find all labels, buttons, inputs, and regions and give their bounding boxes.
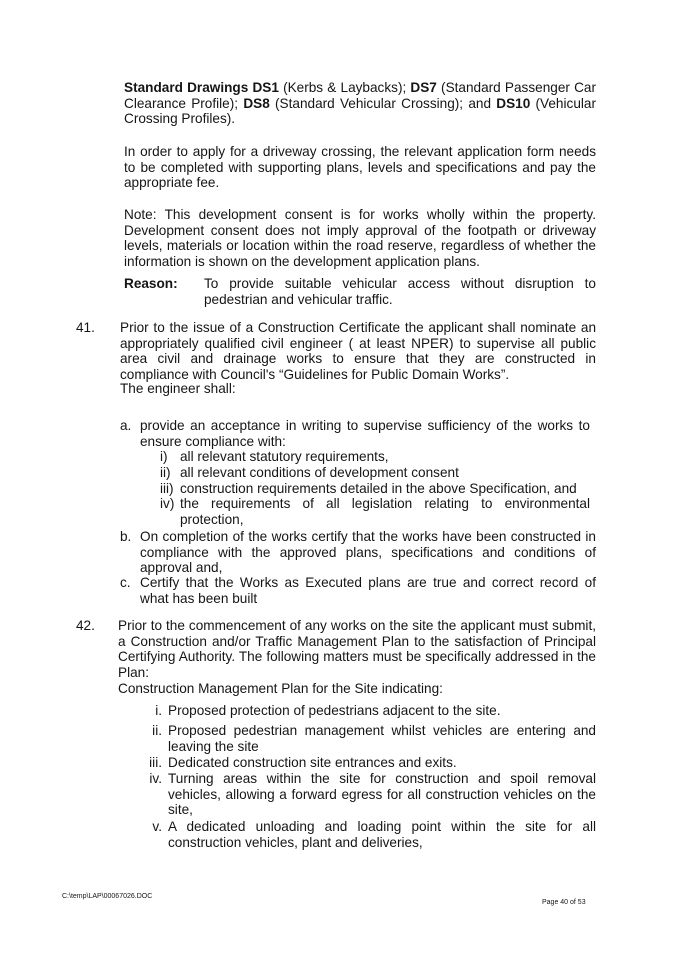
plan-text: Proposed pedestrian management whilst vehicles are entering and leaving the site (168, 723, 596, 754)
text-seg: (Kerbs & Laybacks); (278, 80, 411, 95)
list-text: On completion of the works certify that the works have been constructed in compliance with the approved plans, specifications and conditions of approval and, (140, 529, 596, 576)
text-seg: (Standard Passenger Car Clearance Profile); (124, 80, 596, 111)
condition-number-42: 42. (76, 618, 95, 633)
list-text: provide an acceptance in writing to supervise sufficiency of the works to ensure compliance with: (140, 418, 590, 449)
list-label: b. (120, 529, 132, 544)
bold-ds10: DS10 (496, 95, 531, 111)
list-label: c. (120, 575, 131, 590)
sublist-text: all relevant conditions of development consent (180, 465, 459, 480)
plan-label: iii. (149, 755, 162, 770)
plan-text: A dedicated unloading and loading point within the site for all construction vehicles, plant and deliveries, (168, 819, 596, 850)
condition-number-41: 41. (76, 320, 95, 335)
consent-note-paragraph: Note: This development consent is for works wholly within the property. Development consent does not imply approval of the footpath or driveway levels, materials or location within the road reserve, regardless of whether the information is shown on the development application plans. (124, 207, 596, 269)
sublist-text: all relevant statutory requirements, (180, 449, 389, 464)
plan-text: Dedicated construction site entrances and exits. (168, 755, 457, 770)
sublist-label: i) (160, 449, 168, 464)
plan-text: Proposed protection of pedestrians adjacent to the site. (168, 703, 501, 718)
bold-ds7: DS7 (410, 80, 437, 95)
plan-label: iv. (149, 771, 162, 786)
text-seg: (Vehicular Crossing Profiles). (124, 95, 596, 127)
sublist-text: the requirements of all legislation relating to environmental protection, (180, 496, 590, 527)
footer-page-number: Page 40 of 53 (542, 899, 586, 906)
plan-label: v. (152, 819, 162, 834)
condition-41-body: Prior to the issue of a Construction Certificate the applicant shall nominate an appropriately qualified civil engineer ( at least NPER) to supervise all public area civil and drainage works to ensure that they are constructed in compliance with Council's “Guidelines for Public Domain Works”. (120, 320, 596, 382)
sublist-label: ii) (160, 465, 171, 480)
standard-drawings-paragraph (124, 80, 596, 127)
condition-42-body: Prior to the commencement of any works on the site the applicant must submit, a Construction and/or Traffic Management Plan to the satisfaction of Principal Certifying Authority. The following matters must be specifically addressed in the Plan: (118, 618, 596, 680)
list-label: a. (120, 418, 132, 433)
bold-ds8: DS8 (243, 95, 270, 111)
sublist-label: iii) (160, 481, 174, 496)
plan-text: Turning areas within the site for construction and spoil removal vehicles, allowing a forward egress for all construction vehicles on the site, (168, 771, 596, 818)
driveway-application-paragraph: In order to apply for a driveway crossing, the relevant application form needs to be completed with supporting plans, levels and specifications and pay the appropriate fee. (124, 144, 596, 191)
condition-42-tail: Construction Management Plan for the Site indicating: (118, 681, 443, 696)
plan-label: ii. (152, 723, 162, 738)
plan-label: i. (155, 703, 162, 718)
text-seg: (Standard Vehicular Crossing); and (269, 95, 497, 111)
reason-label: Reason: (124, 276, 178, 291)
sublist-text: construction requirements detailed in the above Specification, and (180, 481, 577, 496)
sublist-label: iv) (160, 496, 175, 511)
bold-ds1: Standard Drawings DS1 (124, 80, 279, 95)
footer-file-path: C:\temp\LAP\00067026.DOC (62, 893, 153, 900)
reason-text: To provide suitable vehicular access without disruption to pedestrian and vehicular traffic. (204, 276, 596, 307)
list-text: Certify that the Works as Executed plans are true and correct record of what has been built (140, 575, 596, 606)
condition-41-tail: The engineer shall: (120, 381, 236, 396)
